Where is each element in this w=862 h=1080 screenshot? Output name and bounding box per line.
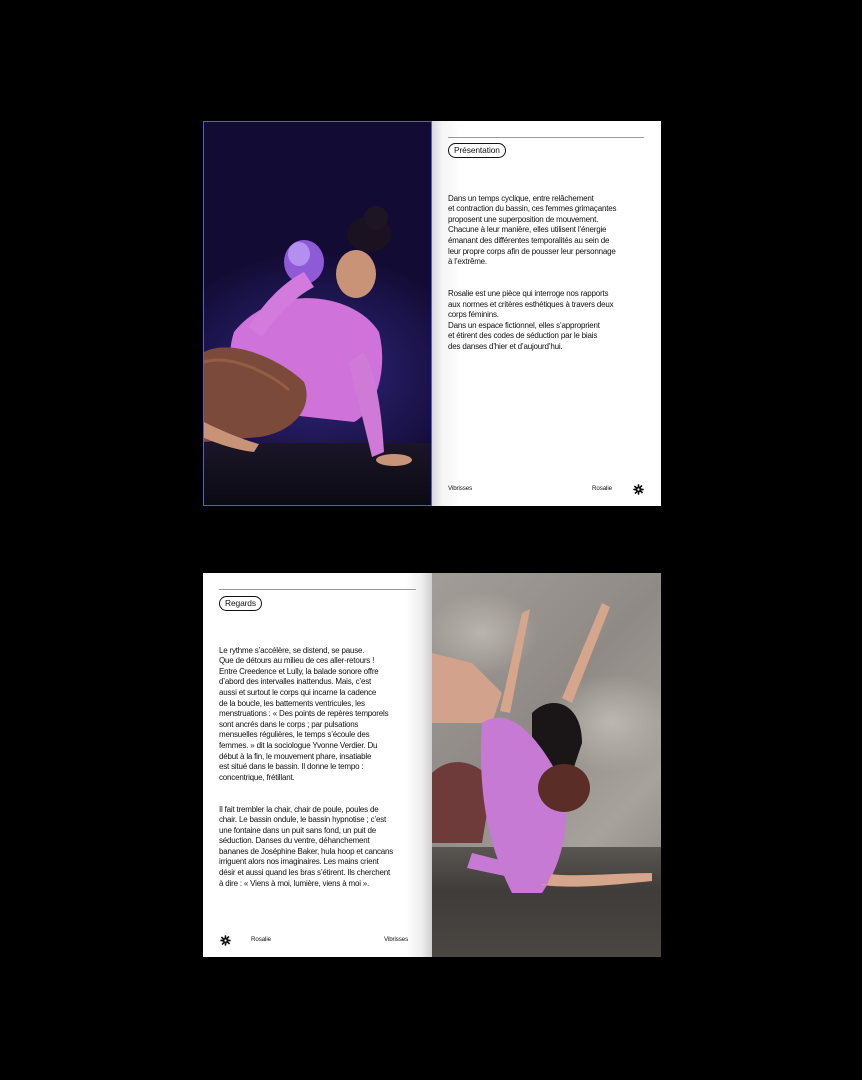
dancers-illustration: [432, 573, 661, 957]
dancer-illustration: [204, 122, 432, 506]
header-rule: [448, 137, 644, 138]
page-regards: [203, 573, 432, 957]
footer-left: Vibrisses: [448, 485, 473, 492]
footer-left: Rosalie: [251, 936, 271, 943]
header-rule: [219, 589, 416, 590]
paragraph: Dans un temps cyclique, entre relâchement et contraction du bassin, ces femmes grimaçantes proposent une superposition de mouvement. Chacune à leur manière, elles utilisent l’énergie émanant des différentes temporalités au sein de leur propre corps afin de pousser leur personnage à l’extrême.: [448, 193, 617, 267]
spread-presentation: [203, 121, 661, 506]
photo-dancers-studio: [432, 573, 661, 957]
gear-icon: [220, 935, 231, 946]
body-text-presentation: [448, 183, 648, 374]
page-presentation: [432, 121, 661, 506]
body-text-regards: [219, 635, 424, 910]
gear-icon: [633, 484, 644, 495]
paragraph: Rosalie est une pièce qui interroge nos rapports aux normes et critères esthétiques à travers deux corps féminins. Dans un espace fictionnel, elles s’approprient et étirent des codes de séduction par le biais des danses d’hier et d’aujourd’hui.: [448, 288, 614, 351]
paragraph: Il fait trembler la chair, chair de poule, poules de chair. Le bassin ondule, le bassin hypnotise ; c’est une fontaine dans un puit sans fond, un puit de séduction. Danses du ventre, déhanchement bananes de Joséphine Baker, hula hoop et cancans irriguent alors nos imaginaires. Les mains crient désir et aussi quand les bras s’étirent. Ils cherchent à dire : « Viens à moi, lumière, viens à moi ».: [219, 804, 394, 888]
footer-right: Rosalie: [592, 485, 612, 492]
section-label-regards: Regards: [219, 596, 262, 611]
spread-regards: [203, 573, 661, 957]
paragraph: Le rythme s’accélère, se distend, se pause. Que de détours au milieu de ces aller-retours ! Entre Creedence et Lully, la balade sonore offre d’abord des intervalles inattendus. Mais, c’est aussi et surtout le corps qui incarne la cadence de la boucle, les battements ventricules, les menstruations : « Des points de repères temporels sont ancrés dans le corps ; par pulsations mensuelles régulières, le temps s’écoule des femmes. » dit la sociologue Yvonne Verdier. Du début à la fin, le mouvement phare, insatiable est situé dans le bassin. Il donne le tempo : concentrique, frétillant.: [219, 645, 389, 782]
photo-dancer-stage: [203, 121, 432, 506]
footer-right: Vibrisses: [384, 936, 409, 943]
section-label-presentation: Présentation: [448, 143, 506, 158]
